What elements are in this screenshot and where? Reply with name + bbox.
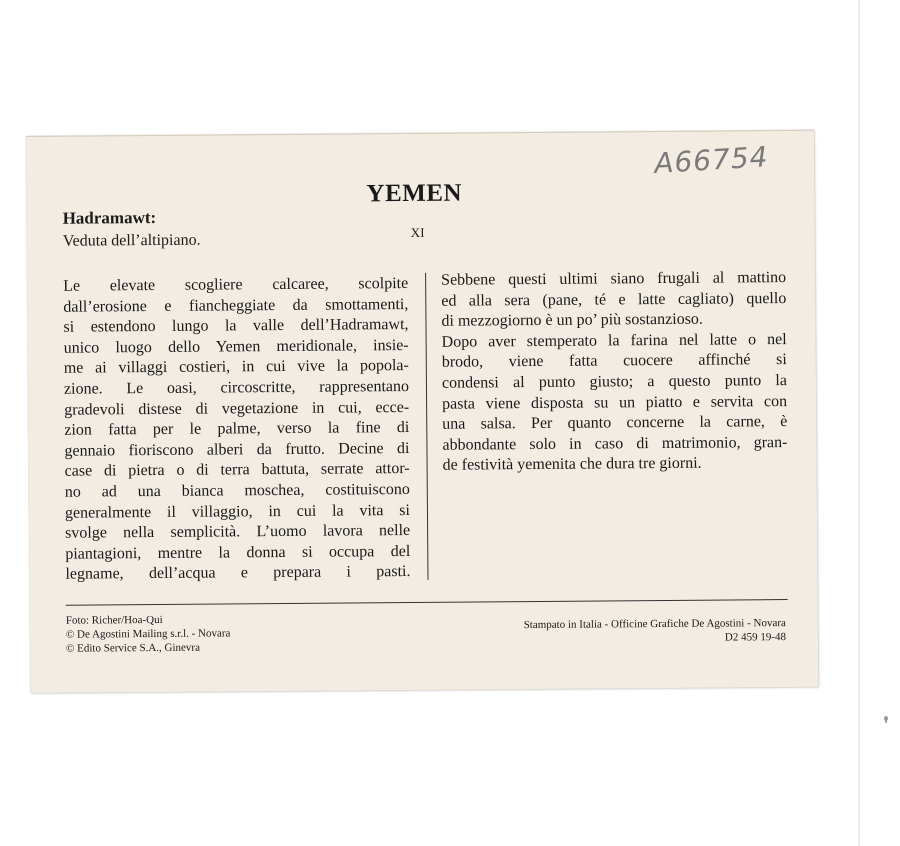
handwritten-code: A66754 (653, 140, 770, 181)
text-line: dall’erosione e fiancheggiate da smottamenti, (63, 295, 409, 316)
text-line: unico luogo dello Yemen meridionale, insie- (63, 336, 409, 357)
scanner-edge (858, 0, 860, 846)
credit-line: © Edito Service S.A., Ginevra (65, 641, 200, 655)
text-line: me ai villaggi costieri, in cui vive la popola- (63, 357, 409, 378)
text-line: si estendono lungo la valle dell’Hadramawt, (63, 316, 409, 336)
footer-divider (66, 599, 788, 606)
text-line: zion fatta per le palme, verso la fine di (64, 419, 410, 439)
text-line: zione. Le oasi, circoscritte, rappresentano (63, 377, 410, 398)
text-line: Le elevate scogliere calcaree, scolpite (63, 275, 409, 295)
text-line: de festività yemenita che dura tre giorni. (442, 455, 702, 475)
text-line: generalmente il villaggio, in cui la vita si (64, 501, 411, 522)
text-line: pasta viene disposta su un piatto e servita con (442, 392, 788, 413)
region-heading: Hadramawt: (62, 207, 157, 228)
text-line: Dopo aver stemperato la farina nel latte o nel (441, 330, 787, 351)
credit-line: © De Agostini Mailing s.r.l. - Novara (65, 627, 231, 641)
text-line: piantagioni, mentre la donna si occupa del (65, 542, 411, 563)
text-line: svolge nella semplicità. L’uomo lavora nelle (65, 522, 411, 542)
text-line: di mezzogiorno è un po’ più sostanzioso. (441, 310, 703, 330)
column-divider (425, 273, 428, 580)
text-line: abbondante solo in caso di matrimonio, gran- (442, 433, 788, 454)
card-number: XI (410, 224, 425, 240)
text-line: no ad una bianca moschea, costituiscono (64, 480, 410, 501)
photo-credits (66, 612, 231, 655)
text-line: case di pietra o di terra battuta, serrate attor- (64, 460, 410, 481)
text-line: Sebbene questi ultimi siano frugali al mattino (441, 269, 787, 289)
left-column-text (63, 274, 410, 586)
postcard (26, 130, 818, 693)
credit-line: Foto: Richer/Hoa-Qui (65, 613, 163, 627)
text-line: gennaio fioriscono alberi da frutto. Decine di (64, 439, 410, 460)
printer-info (524, 616, 786, 646)
printer-code: D2 459 19-48 (724, 631, 787, 644)
text-line: gradevoli distese di vegetazione in cui, ecce- (64, 398, 410, 419)
text-line: ed alla sera (pane, té e latte cagliato) quello (441, 289, 787, 310)
text-line: legname, dell’acqua e prepara i pasti. (65, 563, 411, 584)
text-line: brodo, viene fatta cuocere affinché si (441, 351, 787, 372)
text-line: condensi al punto giusto; a questo punto la (441, 372, 788, 392)
printer-line: Stampato in Italia - Officine Grafiche De Agostini - Novara (523, 617, 786, 632)
subtitle: Veduta dell’altipiano. (62, 231, 201, 250)
dust-speck (885, 720, 887, 723)
text-line: una salsa. Per quanto concerne la carne, è (442, 413, 788, 433)
card-title: YEMEN (366, 179, 463, 208)
right-column-text (441, 268, 788, 477)
